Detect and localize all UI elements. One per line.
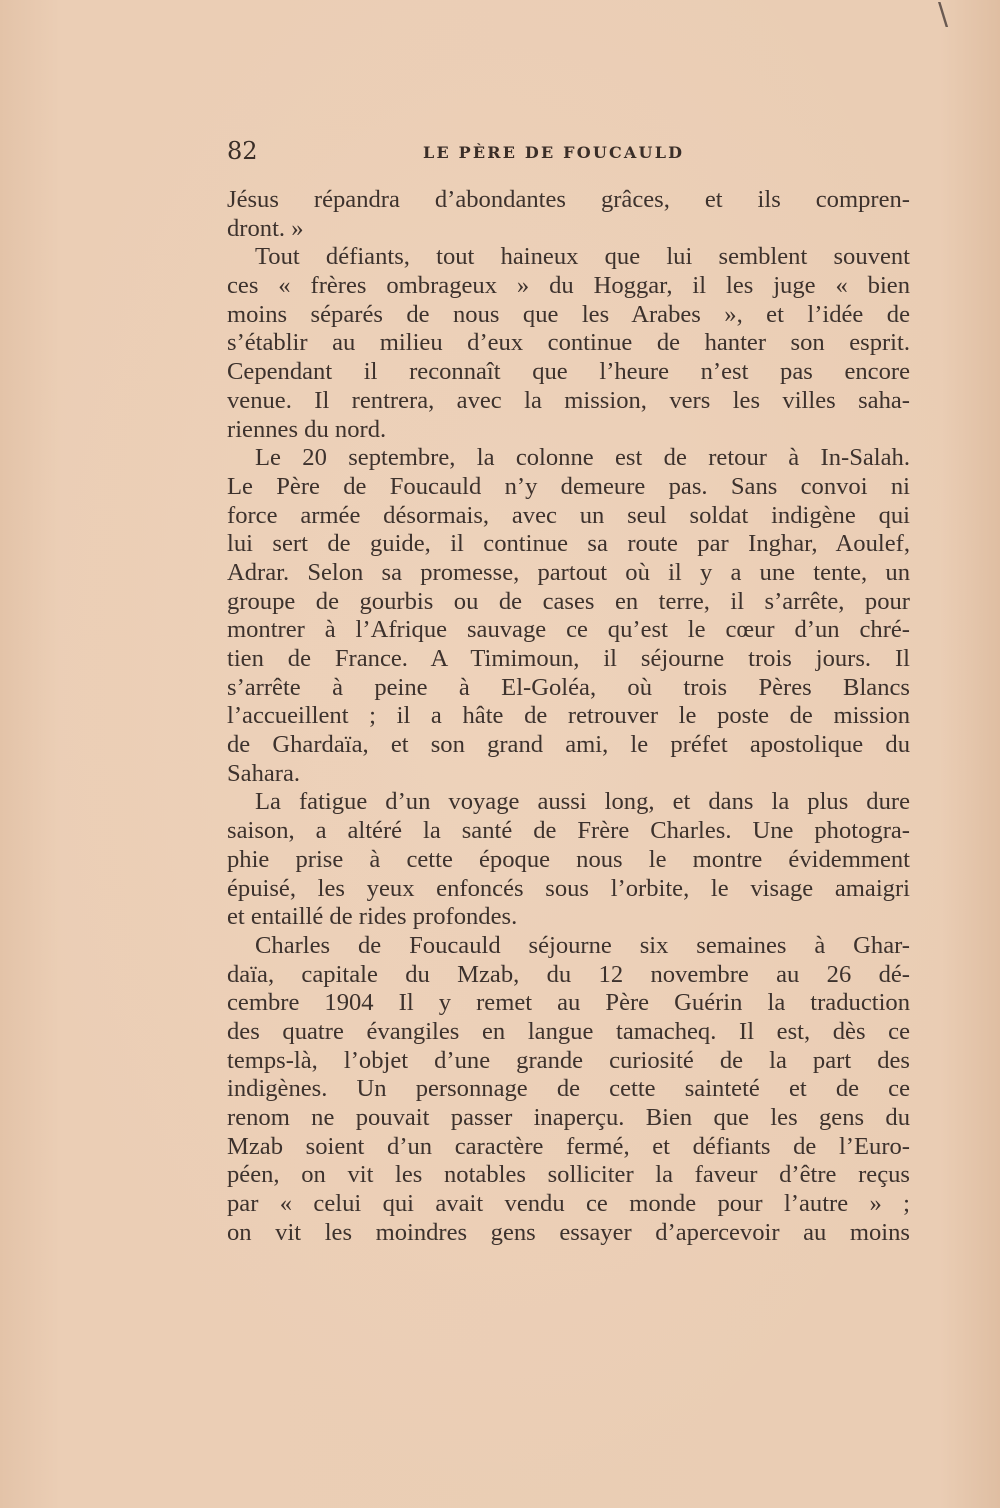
text-line: s’établir au milieu d’eux continue de hanter son esprit. [227, 329, 910, 357]
text-line: épuisé, les yeux enfoncés sous l’orbite, le visage amaigri [227, 874, 910, 902]
text-line: s’arrête à peine à El-Goléa, où trois Pères Blancs [227, 673, 910, 701]
page-number: 82 [227, 137, 258, 165]
text-line: saison, a altéré la santé de Frère Charles. Une photogra- [227, 817, 910, 845]
text-line: dront. » [227, 214, 304, 242]
text-line: Mzab soient d’un caractère fermé, et défiants de l’Euro- [227, 1132, 910, 1160]
text-line: temps-là, l’objet d’une grande curiosité de la part des [227, 1046, 910, 1074]
text-line: Charles de Foucauld séjourne six semaines à Ghar- [255, 931, 910, 959]
text-line: moins séparés de nous que les Arabes », et l’idée de [227, 300, 910, 328]
text-line: daïa, capitale du Mzab, du 12 novembre au 26 dé- [227, 960, 910, 988]
text-line: Le Père de Foucauld n’y demeure pas. Sans convoi ni [227, 472, 910, 500]
text-line: de Ghardaïa, et son grand ami, le préfet apostolique du [227, 731, 910, 759]
text-line: Cependant il reconnaît que l’heure n’est pas encore [227, 358, 910, 386]
page-header [227, 134, 910, 168]
text-line: l’accueillent ; il a hâte de retrouver le poste de mission [227, 702, 910, 730]
text-line: phie prise à cette époque nous le montre évidemment [227, 845, 910, 873]
text-line: lui sert de guide, il continue sa route par Inghar, Aoulef, [227, 530, 910, 558]
text-line: indigènes. Un personnage de cette sainteté et de ce [227, 1075, 910, 1103]
text-line: on vit les moindres gens essayer d’apercevoir au moins [227, 1218, 910, 1246]
text-line: péen, on vit les notables solliciter la faveur d’être reçus [227, 1161, 910, 1189]
text-line: venue. Il rentrera, avec la mission, vers les villes saha- [227, 386, 910, 414]
body-text [227, 186, 910, 1247]
text-line: des quatre évangiles en langue tamacheq. Il est, dès ce [227, 1017, 910, 1045]
text-line: groupe de gourbis ou de cases en terre, il s’arrête, pour [227, 587, 910, 615]
text-line: montrer à l’Afrique sauvage ce qu’est le cœur d’un chré- [227, 616, 910, 644]
text-line: par « celui qui avait vendu ce monde pour l’autre » ; [227, 1190, 910, 1218]
text-line: ces « frères ombrageux » du Hoggar, il les juge « bien [227, 272, 910, 300]
text-line: cembre 1904 Il y remet au Père Guérin la traduction [227, 989, 910, 1017]
text-line: Adrar. Selon sa promesse, partout où il y a une tente, un [227, 558, 910, 586]
text-line: Sahara. [227, 759, 301, 787]
text-line: riennes du nord. [227, 415, 387, 443]
text-line: renom ne pouvait passer inaperçu. Bien que les gens du [227, 1104, 910, 1131]
text-line: tien de France. A Timimoun, il séjourne trois jours. Il [227, 645, 910, 672]
text-line: La fatigue d’un voyage aussi long, et dans la plus dure [255, 788, 910, 816]
text-line: force armée désormais, avec un seul soldat indigène qui [227, 501, 910, 529]
corner-pen-mark: \ [938, 0, 949, 32]
text-line: Jésus répandra d’abondantes grâces, et ils compren- [227, 186, 910, 213]
running-title: LE PÈRE DE FOUCAULD [423, 143, 685, 162]
text-line: Le 20 septembre, la colonne est de retour à In-Salah. [255, 444, 910, 472]
text-line: Tout défiants, tout haineux que lui semblent souvent [255, 243, 910, 271]
text-line: et entaillé de rides profondes. [227, 903, 518, 931]
